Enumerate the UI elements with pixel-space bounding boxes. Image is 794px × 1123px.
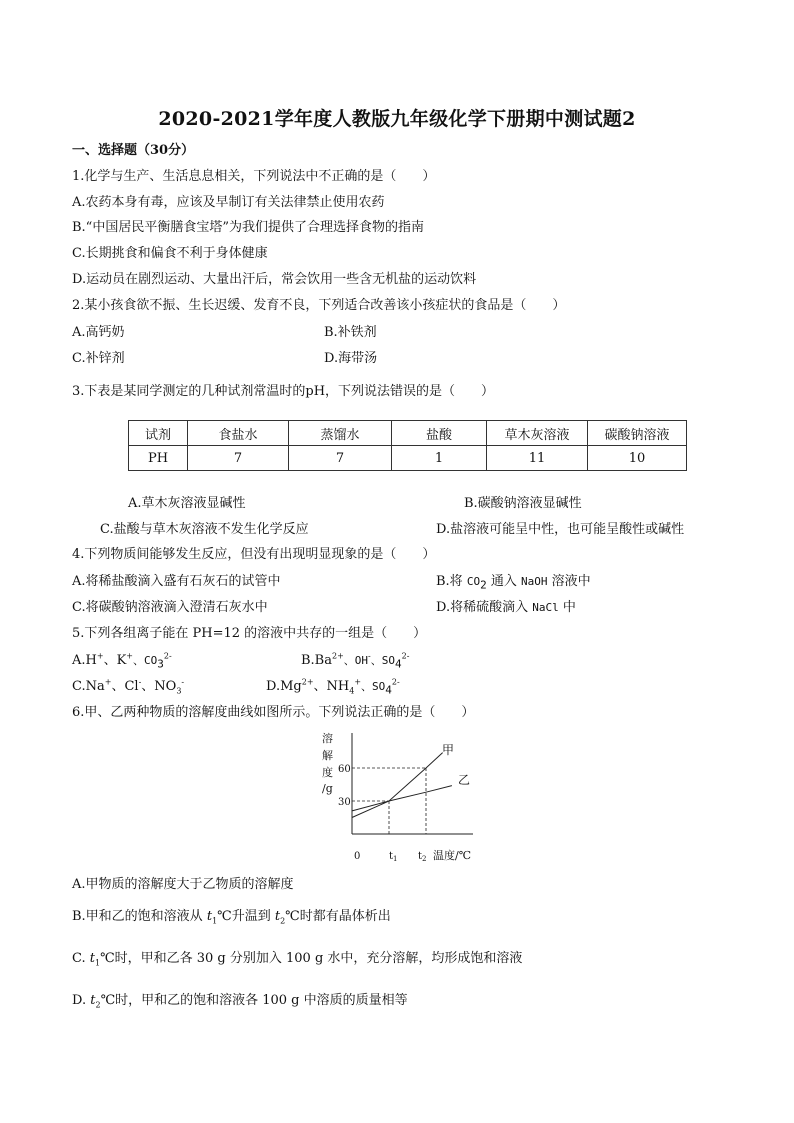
question-6-option-a: A.甲物质的溶解度大于乙物质的溶解度 (72, 877, 294, 892)
question-2-option-a: A.高钙奶 (72, 325, 125, 340)
question-4-option-b: B.将 $CO_2$ 通入 NaOH 溶液中 (436, 574, 591, 592)
question-6-stem: 6.甲、乙两种物质的溶解度曲线如图所示。下列说法正确的是（ ） (72, 705, 475, 720)
question-3-option-d: D.盐溶液可能呈中性，也可能呈酸性或碱性 (436, 522, 685, 537)
question-3-option-c: C.盐酸与草木灰溶液不发生化学反应 (100, 522, 309, 537)
ylabel-char: 解 (322, 749, 333, 762)
question-5-stem: 5.下列各组离子能在 PH=12 的溶液中共存的一组是（ ） (72, 626, 427, 641)
axes (352, 733, 473, 834)
y-tick-label-60: 60 (338, 764, 351, 775)
table-header-row (129, 421, 687, 446)
series-label-jia: 甲 (442, 743, 455, 757)
question-4-option-a: A.将稀盐酸滴入盛有石灰石的试管中 (72, 574, 281, 589)
ylabel-char: /g (322, 782, 333, 795)
x-tick-label-t1: $t_1$ (389, 851, 398, 863)
y-tick-label-30: 30 (338, 797, 351, 808)
origin-label: 0 (354, 851, 361, 862)
series-label-yi: 乙 (458, 773, 471, 787)
section-heading: 一、选择题（30分） (72, 143, 195, 158)
question-4-option-d: D.将稀硫酸滴入 NaCl 中 (436, 600, 576, 615)
table-cell: 1 (392, 446, 487, 471)
ylabel-char: 度 (322, 766, 333, 779)
table-cell: 碳酸钠溶液 (588, 421, 687, 446)
question-5-option-a: A.H+、K+、$CO_3^{2-}$ (72, 651, 172, 671)
question-2-option-d: D.海带汤 (324, 351, 378, 366)
table-cell: 7 (188, 446, 289, 471)
table-cell: 11 (487, 446, 588, 471)
table-cell: 蒸馏水 (289, 421, 392, 446)
question-5-option-d: $D.Mg^{2+}$、$NH_4^+$、$SO_4^{2-}$ (266, 677, 400, 697)
x-tick-label-t2: $t_2$ (418, 851, 427, 863)
question-3-option-b: B.碳酸钠溶液显碱性 (464, 496, 582, 511)
xlabel: 温度/℃ (433, 849, 472, 862)
table-cell: 盐酸 (392, 421, 487, 446)
table-cell: 试剂 (129, 421, 188, 446)
solubility-chart (318, 728, 478, 868)
question-5-option-c: C.Na+、Cl-、$NO_3^-$ (72, 677, 185, 696)
question-5-option-b: $B.Ba^{2+}$、OH-、$SO_4^{2-}$ (301, 651, 410, 671)
question-4-stem: 4.下列物质间能够发生反应，但没有出现明显现象的是（ ） (72, 547, 436, 562)
table-row (129, 446, 687, 471)
table-cell: 10 (588, 446, 687, 471)
page-title: 2020-2021学年度人教版九年级化学下册期中测试题2 (158, 108, 636, 130)
ylabel-char: 溶 (322, 732, 333, 745)
question-1-option-a: A.农药本身有毒，应该及早制订有关法律禁止使用农药 (72, 195, 385, 210)
ph-table (128, 420, 687, 471)
table-cell: 草木灰溶液 (487, 421, 588, 446)
question-2-stem: 2.某小孩食欲不振、生长迟缓、发育不良，下列适合改善该小孩症状的食品是（ ） (72, 298, 566, 313)
table-cell: PH (129, 446, 188, 471)
question-1-option-c: C.长期挑食和偏食不利于身体健康 (72, 246, 268, 261)
table-cell: 食盐水 (188, 421, 289, 446)
question-4-option-c: C.将碳酸钠溶液滴入澄清石灰水中 (72, 600, 268, 615)
question-2-option-b: B.补铁剂 (324, 325, 377, 340)
question-6-option-b: B.甲和乙的饱和溶液从 $t_1℃$升温到 $t_2℃$时都有晶体析出 (72, 909, 391, 926)
question-1-stem: 1.化学与生产、生活息息相关，下列说法中不正确的是（ ） (72, 169, 436, 184)
question-3-stem: 3.下表是某同学测定的几种试剂常温时的pH，下列说法错误的是（ ） (72, 384, 495, 399)
question-3-option-a: A.草木灰溶液显碱性 (128, 496, 246, 511)
table-cell: 7 (289, 446, 392, 471)
question-1-option-d: D.运动员在剧烈运动、大量出汗后，常会饮用一些含无机盐的运动饮料 (72, 272, 477, 287)
question-6-option-c: C. $t_1℃$时，甲和乙各 30 g 分别加入 100 g 水中，充分溶解，均形成饱和溶液 (72, 951, 523, 968)
question-6-option-d: D. $t_2℃$时，甲和乙的饱和溶液各 100 g 中溶质的质量相等 (72, 993, 408, 1010)
question-2-option-c: C.补锌剂 (72, 351, 125, 366)
question-1-option-b: B.“中国居民平衡膳食宝塔”为我们提供了合理选择食物的指南 (72, 220, 424, 235)
